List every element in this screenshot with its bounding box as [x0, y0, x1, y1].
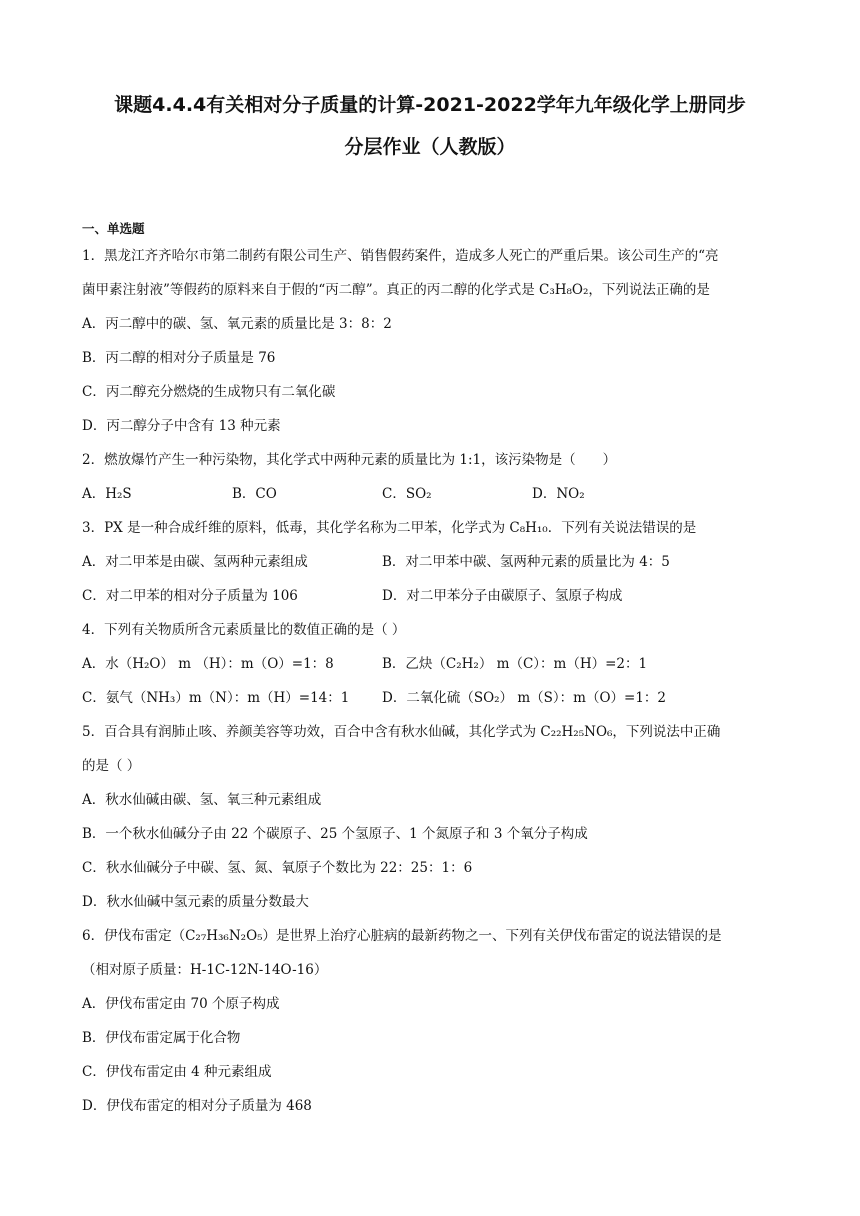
q5-stem-line-2: 的是（ ）	[82, 758, 141, 774]
q6-option-d: D．伊伐布雷定的相对分子质量为 468	[82, 1098, 312, 1114]
document-title	[60, 84, 800, 168]
q4-option-b: B．乙炔（C₂H₂） m（C）：m（H）=2：1	[382, 656, 648, 672]
q5-option-c: C．秋水仙碱分子中碳、氢、氮、氧原子个数比为 22：25：1：6	[82, 860, 473, 876]
q4-option-a: A．水（H₂O） m （H）：m（O）=1：8	[82, 656, 334, 672]
q3-option-b: B．对二甲苯中碳、氢两种元素的质量比为 4：5	[382, 554, 670, 570]
q6-stem-line-2: （相对原子质量：H-1C-12N-14O-16）	[82, 962, 328, 978]
title-line-1: 课题4.4.4有关相对分子质量的计算-2021-2022学年九年级化学上册同步	[114, 94, 746, 116]
q6-option-c: C．伊伐布雷定由 4 种元素组成	[82, 1064, 272, 1080]
q2-option-b: B．CO	[232, 486, 277, 502]
q1-option-d: D．丙二醇分子中含有 13 种元素	[82, 418, 281, 434]
q3-option-d: D．对二甲苯分子由碳原子、氢原子构成	[382, 588, 623, 604]
title-line-2: 分层作业（人教版）	[344, 136, 516, 158]
q3-stem: 3．PX 是一种合成纤维的原料，低毒，其化学名称为二甲苯，化学式为 C₈H₁₀．下列有关说法错误的是	[82, 520, 697, 536]
q4-option-c: C．氨气（NH₃）m（N）：m（H）=14：1	[82, 690, 350, 706]
q1-option-a: A．丙二醇中的碳、氢、氧元素的质量比是 3：8：2	[82, 316, 392, 332]
q4-option-d: D．二氧化硫（SO₂） m（S）：m（O）=1：2	[382, 690, 667, 706]
q6-option-a: A．伊伐布雷定由 70 个原子构成	[82, 996, 280, 1012]
q2-option-d: D．NO₂	[532, 486, 585, 502]
q1-option-b: B．丙二醇的相对分子质量是 76	[82, 350, 276, 366]
q5-option-b: B．一个秋水仙碱分子由 22 个碳原子、25 个氢原子、1 个氮原子和 3 个氧分子构成	[82, 826, 588, 842]
q5-option-d: D．秋水仙碱中氢元素的质量分数最大	[82, 894, 309, 910]
q1-option-c: C．丙二醇充分燃烧的生成物只有二氧化碳	[82, 384, 336, 400]
q4-stem: 4．下列有关物质所含元素质量比的数值正确的是（ ）	[82, 622, 406, 638]
q2-option-a: A．H₂S	[82, 486, 132, 502]
section-heading: 一、单选题	[82, 221, 145, 236]
q5-option-a: A．秋水仙碱由碳、氢、氧三种元素组成	[82, 792, 322, 808]
q1-stem-line-2: 菌甲素注射液”等假药的原料来自于假的“丙二醇”。真正的丙二醇的化学式是 C₃H₈O₂，下列说法正确的是	[82, 282, 710, 298]
q2-option-c: C．SO₂	[382, 486, 432, 502]
q2-stem: 2．燃放爆竹产生一种污染物，其化学式中两种元素的质量比为 1:1，该污染物是（ ）	[82, 452, 617, 468]
q6-option-b: B．伊伐布雷定属于化合物	[82, 1030, 241, 1046]
q1-stem-line-1: 1．黑龙江齐齐哈尔市第二制药有限公司生产、销售假药案件，造成多人死亡的严重后果。该公司生产的“亮	[82, 248, 719, 264]
q5-stem-line-1: 5．百合具有润肺止咳、养颜美容等功效，百合中含有秋水仙碱，其化学式为 C₂₂H₂₅NO₆，下列说法中正确	[82, 724, 721, 740]
q3-option-a: A．对二甲苯是由碳、氢两种元素组成	[82, 554, 308, 570]
q3-option-c: C．对二甲苯的相对分子质量为 106	[82, 588, 298, 604]
q6-stem-line-1: 6．伊伐布雷定（C₂₇H₃₆N₂O₅）是世界上治疗心脏病的最新药物之一、下列有关伊伐布雷定的说法错误的是	[82, 928, 722, 944]
